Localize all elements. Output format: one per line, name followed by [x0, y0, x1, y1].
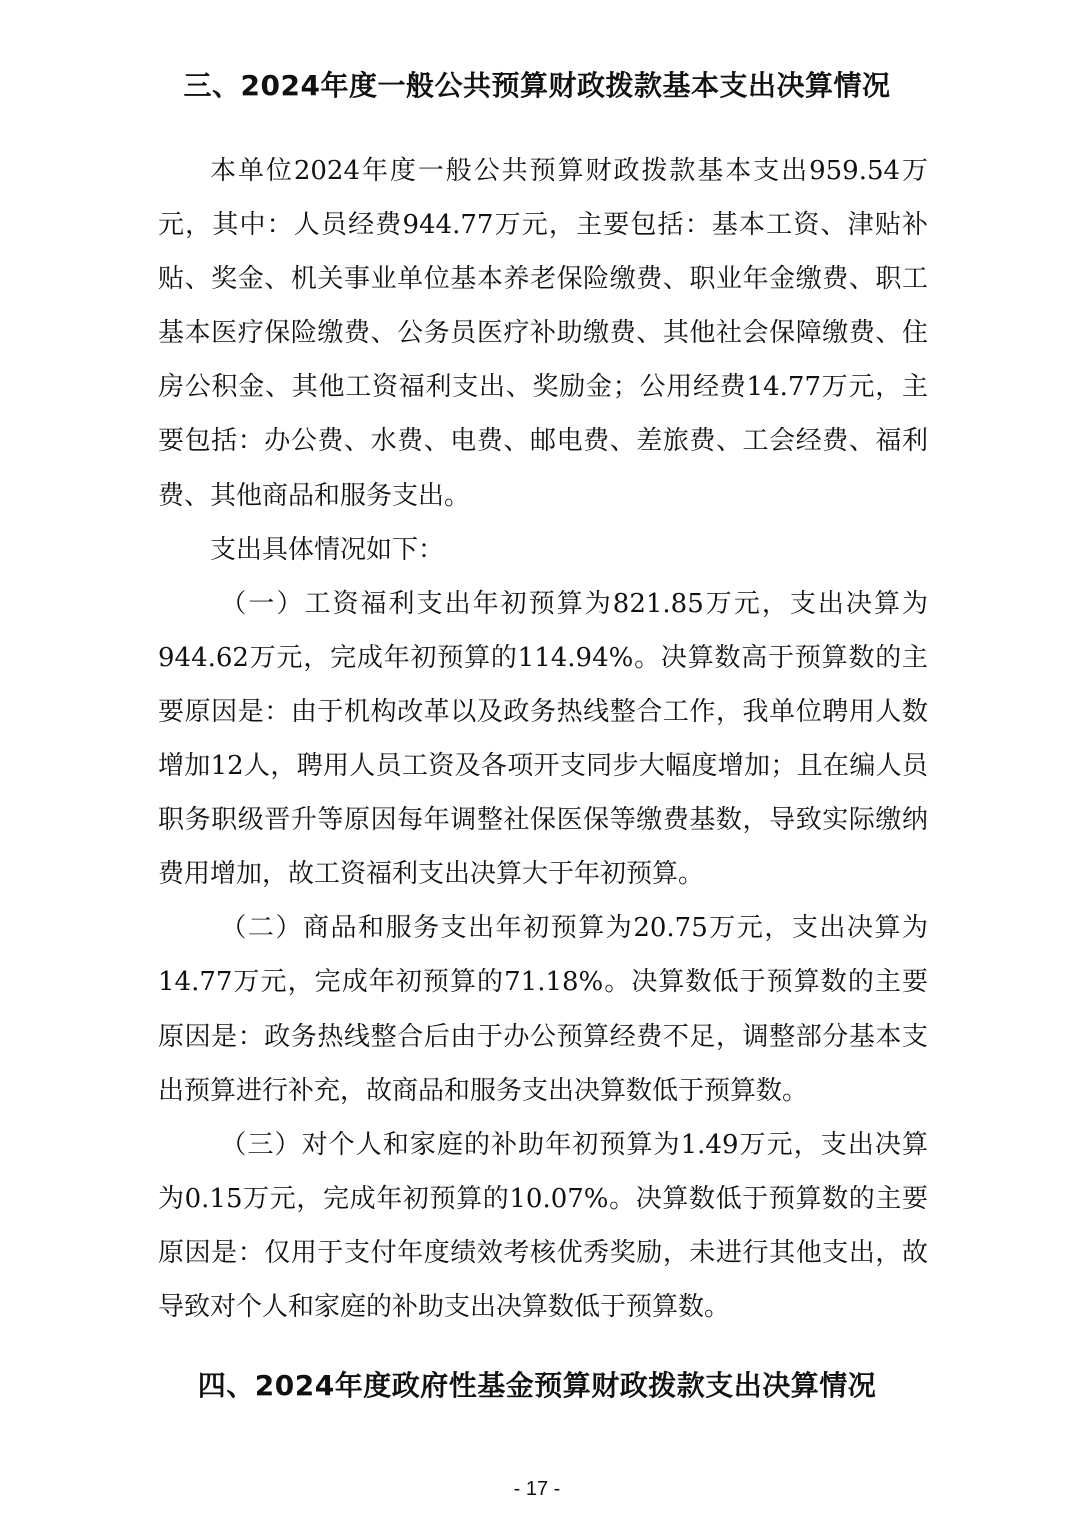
- goods-services-paragraph: （二）商品和服务支出年初预算为20.75万元，支出决算为14.77万元，完成年初预算的71.18%。决算数低于预算数的主要原因是：政务热线整合后由于办公预算经费不足，调整部分基本支出预算进行补充，故商品和服务支出决算数低于预算数。: [158, 913, 928, 1106]
- salary-welfare-paragraph: （一）工资福利支出年初预算为821.85万元，支出决算为944.62万元，完成年初预算的114.94%。决算数高于预算数的主要原因是：由于机构改革以及政务热线整合工作，我单位聘用人数增加12人，聘用人员工资及各项开支同步大幅度增加；且在编人员职务职级晋升等原因每年调整社保医保等缴费基数，导致实际缴纳费用增加，故工资福利支出决算大于年初预算。: [158, 588, 928, 890]
- section-4-heading: 四、2024年度政府性基金预算财政拨款支出决算情况: [197, 1369, 877, 1402]
- summary-paragraph: 本单位2024年度一般公共预算财政拨款基本支出959.54万元，其中：人员经费944.77万元，主要包括：基本工资、津贴补贴、奖金、机关事业单位基本养老保险缴费、职业年金缴费、职工基本医疗保险缴费、公务员医疗补助缴费、其他社会保障缴费、住房公积金、其他工资福利支出、奖励金；公用经费14.77万元，主要包括：办公费、水费、电费、邮电费、差旅费、工会经费、福利费、其他商品和服务支出。: [158, 156, 928, 511]
- details-intro-paragraph: 支出具体情况如下：: [210, 534, 445, 565]
- section-3-heading: 三、2024年度一般公共预算财政拨款基本支出决算情况: [183, 69, 891, 102]
- page-number: - 17 -: [513, 1478, 561, 1500]
- household-subsidy-paragraph: （三）对个人和家庭的补助年初预算为1.49万元，支出决算为0.15万元，完成年初预算的10.07%。决算数低于预算数的主要原因是：仅用于支付年度绩效考核优秀奖励，未进行其他支出，故导致对个人和家庭的补助支出决算数低于预算数。: [158, 1129, 928, 1322]
- section-3-body: [158, 144, 928, 1334]
